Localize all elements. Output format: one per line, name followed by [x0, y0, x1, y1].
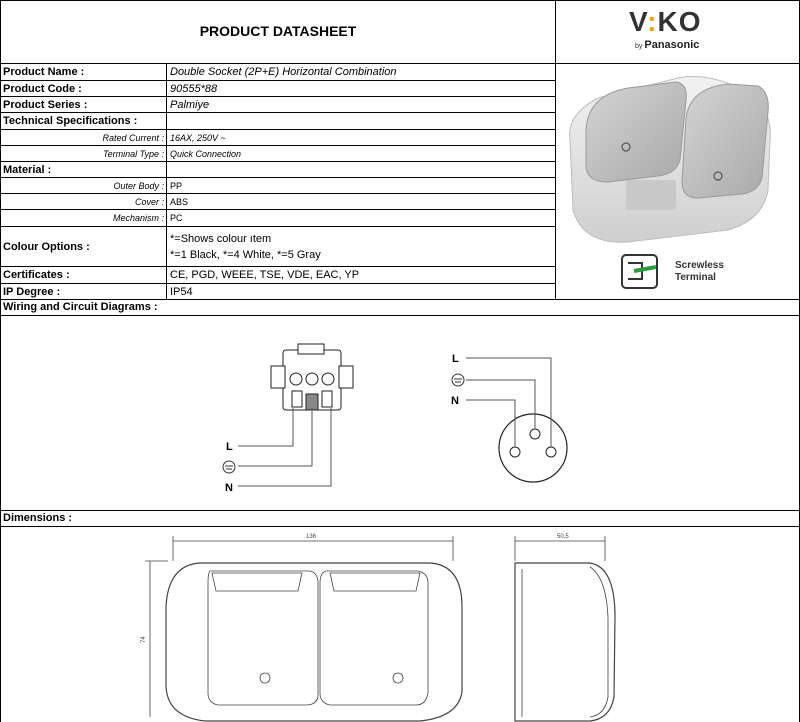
dimension-width: 136: [306, 534, 317, 540]
product-series-label: Product Series :: [3, 98, 88, 111]
ip-degree-label: IP Degree :: [3, 285, 61, 298]
wiring-section-title: Wiring and Circuit Diagrams :: [3, 301, 158, 313]
logo-wordmark: V:KO: [629, 6, 702, 37]
outer-body-label: Outer Body :: [113, 180, 164, 191]
wiring-L-label-right: L: [452, 353, 459, 365]
screwless-terminal-text: Screwless Terminal: [675, 260, 724, 283]
mechanism-value: PC: [170, 213, 183, 223]
logo-byline: by Panasonic: [635, 39, 700, 51]
material-label: Material :: [3, 163, 52, 176]
cover-value: ABS: [170, 196, 189, 207]
product-name-value: Double Socket (2P+E) Horizontal Combination: [170, 66, 397, 78]
technical-specs-label: Technical Specifications :: [3, 115, 138, 127]
colour-options-line2: *=1 Black, *=4 White, *=5 Gray: [170, 248, 321, 261]
certificates-label: Certificates :: [3, 269, 70, 281]
mechanism-label: Mechanism :: [112, 213, 164, 223]
outer-body-value: PP: [170, 180, 183, 191]
product-name-label: Product Name :: [3, 66, 85, 78]
dimensions-section-title: Dimensions :: [3, 512, 73, 524]
colour-options-line1: *=Shows colour ıtem: [170, 232, 272, 245]
wiring-N-label-right: N: [451, 395, 459, 407]
product-photo: [558, 70, 796, 250]
wiring-L-label-left: L: [226, 441, 233, 453]
rated-current-label: Rated Current :: [102, 132, 164, 143]
cover-label: Cover :: [134, 196, 164, 207]
product-series-value: Palmiye: [170, 98, 210, 111]
product-code-label: Product Code :: [3, 82, 82, 95]
dimension-depth: 50,5: [557, 534, 569, 540]
dimension-height: 74: [141, 636, 147, 643]
dimensions-drawing: [0, 527, 800, 722]
wiring-N-label-left: N: [225, 482, 233, 494]
wiring-diagram: [0, 316, 800, 510]
rated-current-value: 16AX, 250V ~: [170, 132, 226, 143]
viko-logo: [557, 0, 800, 62]
colour-options-label: Colour Options :: [3, 240, 90, 253]
ip-degree-value: IP54: [170, 285, 193, 298]
screwless-terminal-icon: [620, 253, 660, 291]
certificates-value: CE, PGD, WEEE, TSE, VDE, EAC, YP: [170, 269, 360, 281]
page-title: PRODUCT DATASHEET: [199, 23, 357, 39]
terminal-type-value: Quick Connection: [170, 148, 242, 159]
product-code-value: 90555*88: [170, 82, 218, 95]
terminal-type-label: Terminal Type :: [102, 148, 164, 159]
